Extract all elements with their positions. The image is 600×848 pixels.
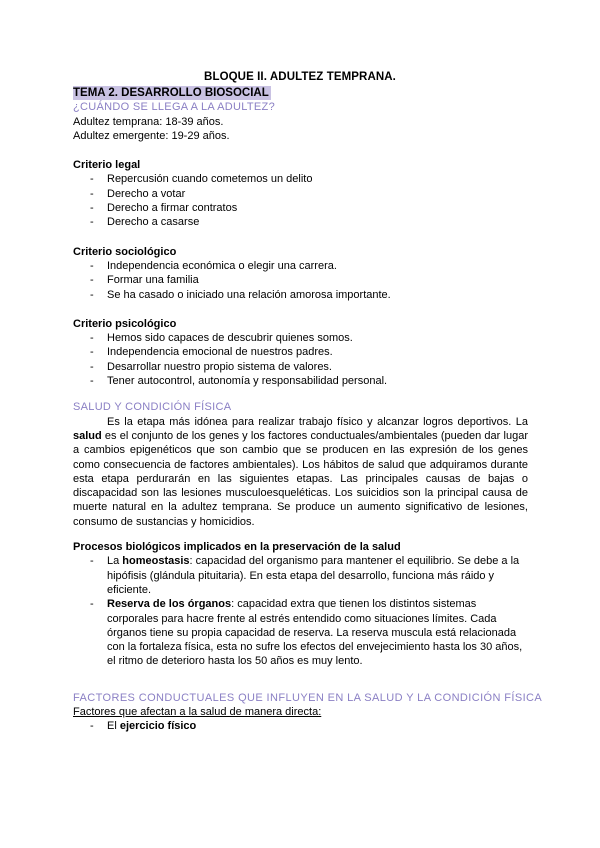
list-item: - Hemos sido capaces de descubrir quienes somos. bbox=[73, 331, 528, 345]
criterio-sociologico-list bbox=[73, 259, 528, 302]
list-item: - Repercusión cuando cometemos un delito bbox=[73, 172, 528, 186]
tema-heading: TEMA 2. DESARROLLO BIOSOCIAL bbox=[73, 87, 269, 99]
list-item: - Se ha casado o iniciado una relación amorosa importante. bbox=[73, 288, 528, 302]
reserva-term: Reserva de los órganos bbox=[107, 598, 232, 611]
criterio-psicologico-heading: Criterio psicológico bbox=[73, 317, 177, 330]
list-item bbox=[73, 597, 528, 668]
reserva-text: : capacidad extra que tienen los distintos sistemas corporales para hacre frente al estrés entendido como situaciones límites. Cada órganos tiene su propia capacidad de reserva. La reserva muscula está relacionada con la fortaleza física, esta no sufre los efectos del envejecimiento hasta los 30 años, el ritmo de deterioro hasta los 50 años es muy lento. bbox=[107, 598, 523, 668]
salud-paragraph bbox=[73, 415, 528, 529]
adultez-line: Adultez temprana: 18-39 años. bbox=[73, 115, 224, 128]
criterio-sociologico-heading: Criterio sociológico bbox=[73, 245, 177, 258]
document-title: BLOQUE II. ADULTEZ TEMPRANA. bbox=[204, 71, 396, 83]
criterio-legal-heading: Criterio legal bbox=[73, 159, 141, 172]
list-item: - Independencia emocional de nuestros padres. bbox=[73, 345, 528, 359]
adultez-line: Adultez emergente: 19-29 años. bbox=[73, 129, 230, 142]
salud-keyword: salud bbox=[73, 429, 102, 442]
procesos-list bbox=[73, 554, 528, 668]
ejercicio-term: ejercicio físico bbox=[119, 720, 197, 733]
list-item: - Independencia económica o elegir una carrera. bbox=[73, 259, 528, 273]
list-item: - Tener autocontrol, autonomía y responsabilidad personal. bbox=[73, 374, 528, 388]
list-item bbox=[73, 719, 528, 733]
item-prefix: El bbox=[107, 720, 120, 733]
item-prefix: La bbox=[107, 555, 123, 568]
list-item: - Desarrollar nuestro propio sistema de valores. bbox=[73, 360, 528, 374]
homeostasis-text: : capacidad del organismo para mantener el equilibrio. Se debe a la hipófisis (glándula pituitaria). En esta etapa del desarrollo, funciona más ráido y eficiente. bbox=[107, 555, 520, 596]
salud-rest: es el conjunto de los genes y los factores conductuales/ambientales (pueden dar lugar a cambios epigenéticos que son cambio que se producen en las expresión de los genes como consecuencia de factores ambientales). Los hábitos de salud que adquiramos durante esta etapa perdurarán en las siguientes etapas. Las principales causas de bajas o discapacidad son las lesiones musculoesqueléticas. Los suicidios son la principal causa de muerte natural en la adultez temprana. Se produce un aumento significativo de lesiones, consumo de sustancias y homicidios. bbox=[73, 429, 528, 528]
list-item: - Derecho a firmar contratos bbox=[73, 201, 528, 215]
salud-intro: Es la etapa más idónea para realizar trabajo físico y alcanzar logros deportivos. La bbox=[107, 415, 528, 428]
section-heading-adultez: ¿CUÁNDO SE LLEGA A LA ADULTEZ? bbox=[73, 101, 275, 114]
document-body bbox=[73, 86, 543, 734]
criterio-psicologico-list bbox=[73, 331, 528, 388]
list-item: - Formar una familia bbox=[73, 273, 528, 287]
list-item: - Derecho a votar bbox=[73, 187, 528, 201]
section-heading-factores: FACTORES CONDUCTUALES QUE INFLUYEN EN LA SALUD Y LA CONDICIÓN FÍSICA bbox=[73, 691, 543, 704]
list-item: - Derecho a casarse bbox=[73, 215, 528, 229]
factores-subheading: Factores que afectan a la salud de manera directa: bbox=[73, 705, 322, 718]
factores-list bbox=[73, 719, 528, 733]
section-heading-salud: SALUD Y CONDICIÓN FÍSICA bbox=[73, 401, 232, 414]
criterio-legal-list bbox=[73, 172, 528, 229]
homeostasis-term: homeostasis bbox=[122, 555, 190, 568]
list-item bbox=[73, 554, 528, 597]
procesos-heading: Procesos biológicos implicados en la preservación de la salud bbox=[73, 541, 401, 554]
